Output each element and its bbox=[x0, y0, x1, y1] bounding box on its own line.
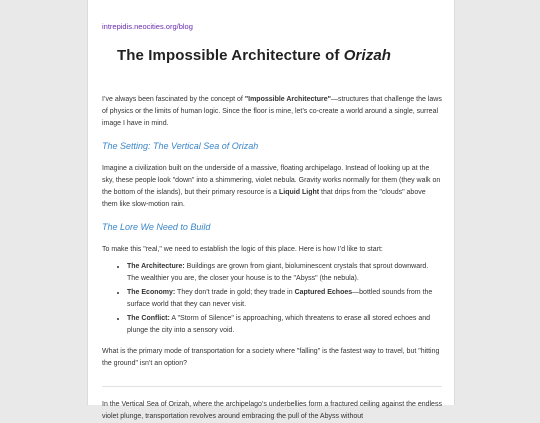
lore-question: What is the primary mode of transportation for a society where "falling" is the fastest way to travel, but "hitting the ground" isn’t an option? bbox=[102, 348, 440, 367]
list-item-text: Buildings are grown from giant, bioluminescent crystals that sprout downward. The wealthier you are, the closer your house is to the "Abyss" (the nebula). bbox=[127, 263, 429, 282]
intro-paragraph bbox=[102, 94, 442, 130]
list-item-text: A "Storm of Silence" is approaching, which threatens to erase all stored echoes and plunge the city into a sensory void. bbox=[127, 315, 431, 334]
setting-heading: The Setting: The Vertical Sea of Orizah bbox=[102, 141, 259, 151]
list-item-text-rest: —bottled sounds from the surface world that they can never visit. bbox=[127, 289, 433, 308]
section-divider bbox=[102, 386, 442, 387]
site-link[interactable]: intrepidis.neocities.org/blog bbox=[102, 22, 193, 31]
lore-list bbox=[102, 261, 442, 337]
list-item-label: The Conflict: bbox=[127, 315, 170, 322]
title-prefix: The Impossible Architecture of bbox=[117, 47, 344, 64]
intro-text: I’ve always been fascinated by the concept of bbox=[102, 96, 245, 103]
setting-text-rest: that drips from the "clouds" above them like slow-motion rain. bbox=[102, 189, 426, 208]
title-name: Orizah bbox=[343, 47, 392, 64]
list-item bbox=[127, 287, 442, 311]
setting-bold: Liquid Light bbox=[279, 189, 320, 196]
intro-bold: "Impossible Architecture" bbox=[244, 96, 331, 103]
list-item bbox=[127, 261, 442, 285]
list-item-bold: Captured Echoes bbox=[294, 289, 353, 296]
blog-page bbox=[87, 0, 455, 420]
list-item-label: The Architecture: bbox=[127, 263, 185, 270]
list-item-text: They don’t trade in gold; they trade in bbox=[175, 289, 295, 296]
setting-text: Imagine a civilization built on the underside of a massive, floating archipelago. Instead of looking up at the sky, these people look "down" into a shimmering, violet nebula. Gravity works normally for them (they walk on the bottom of the islands), but their primary resource is a bbox=[102, 165, 441, 196]
page-title bbox=[117, 47, 442, 64]
reply-paragraph: In the Vertical Sea of Orizah, where the archipelago’s underbellies form a fractured ceiling against the endless violet plunge, transportation revolves around embracing the pull of the Abyss without bbox=[102, 401, 442, 420]
lore-intro: To make this "real," we need to establish the logic of this place. Here is how I’d like to start: bbox=[102, 246, 383, 253]
intro-text-rest: —structures that challenge the laws of physics or the limits of human logic. Since the floor is mine, let’s co-create a world around a single, surreal image I have in mind. bbox=[102, 96, 442, 127]
list-item bbox=[127, 313, 442, 337]
lore-heading: The Lore We Need to Build bbox=[102, 222, 211, 232]
setting-paragraph bbox=[102, 163, 442, 211]
list-item-label: The Economy: bbox=[127, 289, 176, 296]
blog-content bbox=[88, 0, 454, 423]
